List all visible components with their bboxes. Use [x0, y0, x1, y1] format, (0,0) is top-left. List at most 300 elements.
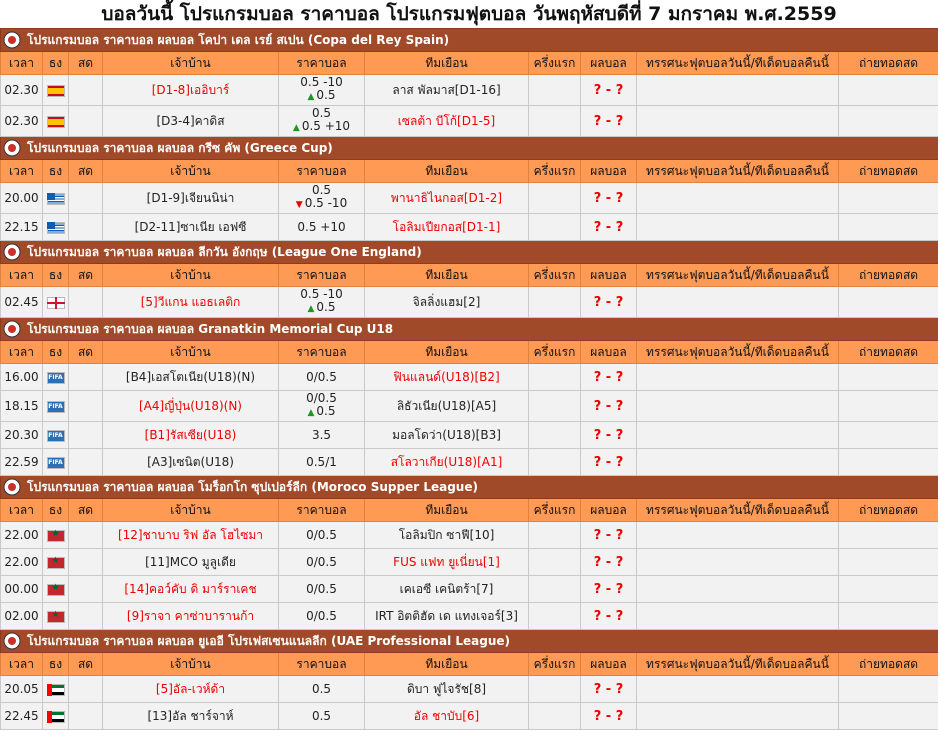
- header-tips: ทรรศนะฟุตบอลวันนี้/ทีเด็ดบอลคืนนี้: [637, 499, 839, 522]
- header-away: ทีมเยือน: [365, 160, 529, 183]
- price-main: 0.5: [311, 708, 332, 723]
- live-cell[interactable]: [69, 449, 103, 476]
- match-time: 02.00: [1, 603, 43, 630]
- price-secondary-value: 0.5 +10: [301, 119, 351, 133]
- match-row[interactable]: [1, 703, 938, 730]
- match-time: 22.00: [1, 522, 43, 549]
- home-team[interactable]: [12]ชาบาบ ริฟ อัล โฮไซมา: [103, 522, 279, 549]
- live-cell[interactable]: [69, 676, 103, 703]
- match-time: 20.30: [1, 422, 43, 449]
- match-time: 22.45: [1, 703, 43, 730]
- home-team[interactable]: [A3]เซนิต(U18): [103, 449, 279, 476]
- away-team[interactable]: ลิธัวเนีย(U18)[A5]: [365, 391, 529, 422]
- broadcast-cell[interactable]: [839, 214, 938, 241]
- match-result[interactable]: ? - ?: [581, 364, 637, 391]
- fifa-flag-icon: FIFA: [47, 372, 65, 384]
- price-main: 3.5: [311, 427, 332, 442]
- header-home: เจ้าบ้าน: [103, 653, 279, 676]
- away-team[interactable]: ลาส พัลมาส[D1-16]: [365, 75, 529, 106]
- home-team[interactable]: [D3-4]คาดิส: [103, 106, 279, 137]
- price-secondary: [281, 301, 362, 316]
- price-secondary: [281, 405, 362, 420]
- en-flag-icon: [47, 297, 65, 309]
- arrow-up-icon: ▲: [307, 304, 315, 314]
- live-cell[interactable]: [69, 422, 103, 449]
- tips-cell[interactable]: [637, 703, 839, 730]
- league-header: [1, 318, 938, 341]
- match-result[interactable]: ? - ?: [581, 549, 637, 576]
- away-team[interactable]: ฟินแลนด์(U18)[B2]: [365, 364, 529, 391]
- price-cell: [279, 676, 365, 703]
- price-main: 0.5 -10: [300, 287, 343, 301]
- spain-crest-icon: [3, 31, 21, 49]
- match-result[interactable]: ? - ?: [581, 287, 637, 318]
- header-price: ราคาบอล: [279, 653, 365, 676]
- match-row[interactable]: [1, 364, 938, 391]
- broadcast-cell[interactable]: [839, 703, 938, 730]
- fifa-flag-icon: FIFA: [47, 457, 65, 469]
- tips-cell[interactable]: [637, 391, 839, 422]
- header-half: ครึ่งแรก: [529, 341, 581, 364]
- header-half: ครึ่งแรก: [529, 52, 581, 75]
- price-secondary: [281, 197, 362, 212]
- price-secondary-value: 0.5: [316, 300, 336, 314]
- league-title-cell: [1, 29, 938, 52]
- page-title: บอลวันนี้ โปรแกรมบอล ราคาบอล โปรแกรมฟุตบอล วันพฤหัสบดีที่ 7 มกราคม พ.ศ.2559: [101, 3, 837, 25]
- ma-flag-icon: [47, 584, 65, 596]
- price-values: [281, 710, 362, 723]
- half-time-cell: [529, 603, 581, 630]
- header-result: ผลบอล: [581, 52, 637, 75]
- header-time: เวลา: [1, 499, 43, 522]
- half-time-cell: [529, 214, 581, 241]
- tips-cell[interactable]: [637, 676, 839, 703]
- match-row[interactable]: [1, 214, 938, 241]
- price-cell: [279, 75, 365, 106]
- match-result[interactable]: ? - ?: [581, 106, 637, 137]
- header-broadcast: ถ่ายทอดสด: [839, 499, 938, 522]
- header-flag: ธง: [43, 160, 69, 183]
- header-price: ราคาบอล: [279, 160, 365, 183]
- column-header-row: [1, 499, 938, 522]
- header-away: ทีมเยือน: [365, 52, 529, 75]
- flag-cell: [43, 183, 69, 214]
- match-row[interactable]: [1, 603, 938, 630]
- header-result: ผลบอล: [581, 264, 637, 287]
- broadcast-cell[interactable]: [839, 449, 938, 476]
- home-team[interactable]: [D1-9]เจียนนิน่า: [103, 183, 279, 214]
- es-flag-icon: [47, 116, 65, 128]
- match-result[interactable]: ? - ?: [581, 214, 637, 241]
- price-main: 0.5: [311, 106, 332, 120]
- match-time: 00.00: [1, 576, 43, 603]
- home-team[interactable]: [5]อัล-เวห์ด้า: [103, 676, 279, 703]
- header-tips: ทรรศนะฟุตบอลวันนี้/ทีเด็ดบอลคืนนี้: [637, 341, 839, 364]
- header-price: ราคาบอล: [279, 52, 365, 75]
- away-team[interactable]: FUS แฟท ยูเนี่ยน[1]: [365, 549, 529, 576]
- greece-cup-icon: [3, 139, 21, 157]
- es-flag-icon: [47, 85, 65, 97]
- match-result[interactable]: ? - ?: [581, 391, 637, 422]
- flag-cell: [43, 703, 69, 730]
- match-result[interactable]: ? - ?: [581, 576, 637, 603]
- league-title-cell: [1, 476, 938, 499]
- match-result[interactable]: ? - ?: [581, 522, 637, 549]
- broadcast-cell[interactable]: [839, 676, 938, 703]
- half-time-cell: [529, 287, 581, 318]
- price-values: [281, 221, 362, 234]
- broadcast-cell[interactable]: [839, 183, 938, 214]
- match-result[interactable]: ? - ?: [581, 449, 637, 476]
- tips-cell[interactable]: [637, 549, 839, 576]
- header-home: เจ้าบ้าน: [103, 341, 279, 364]
- ae-flag-icon: [47, 684, 65, 696]
- match-result[interactable]: ? - ?: [581, 422, 637, 449]
- live-cell[interactable]: [69, 391, 103, 422]
- header-broadcast: ถ่ายทอดสด: [839, 341, 938, 364]
- tips-cell[interactable]: [637, 522, 839, 549]
- header-tips: ทรรศนะฟุตบอลวันนี้/ทีเด็ดบอลคืนนี้: [637, 52, 839, 75]
- tips-cell[interactable]: [637, 183, 839, 214]
- tips-cell[interactable]: [637, 422, 839, 449]
- league-title-cell: [1, 318, 938, 341]
- flag-cell: [43, 449, 69, 476]
- column-header-row: [1, 52, 938, 75]
- price-cell: [279, 364, 365, 391]
- price-secondary: [281, 120, 362, 135]
- arrow-up-icon: ▲: [307, 408, 315, 418]
- broadcast-cell[interactable]: [839, 603, 938, 630]
- price-main: 0/0.5: [306, 369, 337, 384]
- price-cell: [279, 449, 365, 476]
- home-team[interactable]: [11]MCO มูลูเดีย: [103, 549, 279, 576]
- flag-cell: [43, 214, 69, 241]
- live-cell[interactable]: [69, 576, 103, 603]
- header-away: ทีมเยือน: [365, 264, 529, 287]
- price-cell: [279, 422, 365, 449]
- header-half: ครึ่งแรก: [529, 264, 581, 287]
- price-main: 0.5 -10: [300, 75, 343, 89]
- header-result: ผลบอล: [581, 499, 637, 522]
- match-time: 20.05: [1, 676, 43, 703]
- header-away: ทีมเยือน: [365, 653, 529, 676]
- league-name[interactable]: โปรแกรมบอล ราคาบอล ผลบอล โคปา เดล เรย์ สเปน (Copa del Rey Spain): [27, 32, 450, 47]
- price-values: [281, 683, 362, 696]
- header-live: สด: [69, 264, 103, 287]
- price-secondary-value: 0.5 -10: [304, 196, 348, 210]
- flag-cell: [43, 676, 69, 703]
- price-secondary-value: 0.5: [316, 404, 336, 418]
- header-broadcast: ถ่ายทอดสด: [839, 52, 938, 75]
- ma-flag-icon: [47, 557, 65, 569]
- header-home: เจ้าบ้าน: [103, 499, 279, 522]
- price-cell: [279, 183, 365, 214]
- header-flag: ธง: [43, 52, 69, 75]
- home-team[interactable]: [14]คอว์คับ ดิ มาร์ราเคช: [103, 576, 279, 603]
- broadcast-cell[interactable]: [839, 391, 938, 422]
- league-header: [1, 29, 938, 52]
- tips-cell[interactable]: [637, 449, 839, 476]
- price-values: [281, 184, 362, 212]
- price-main: 0/0.5: [306, 527, 337, 542]
- league-name[interactable]: โปรแกรมบอล ราคาบอล ผลบอล Granatkin Memorial Cup U18: [27, 321, 394, 336]
- match-row[interactable]: [1, 75, 938, 106]
- price-values: [281, 76, 362, 104]
- league-name[interactable]: โปรแกรมบอล ราคาบอล ผลบอล โมร็อกโก ซุปเปอร์ลีก (Moroco Supper League): [27, 479, 478, 494]
- arrow-down-icon: ▼: [295, 200, 303, 210]
- price-main: 0/0.5: [306, 581, 337, 596]
- header-broadcast: ถ่ายทอดสด: [839, 264, 938, 287]
- price-values: [281, 392, 362, 420]
- price-cell: [279, 214, 365, 241]
- broadcast-cell[interactable]: [839, 422, 938, 449]
- header-result: ผลบอล: [581, 653, 637, 676]
- header-tips: ทรรศนะฟุตบอลวันนี้/ทีเด็ดบอลคืนนี้: [637, 264, 839, 287]
- match-result[interactable]: ? - ?: [581, 676, 637, 703]
- granatkin-icon: [3, 320, 21, 338]
- arrow-up-icon: ▲: [307, 92, 315, 102]
- match-row[interactable]: [1, 106, 938, 137]
- match-result[interactable]: ? - ?: [581, 183, 637, 214]
- price-cell: [279, 522, 365, 549]
- price-secondary: [281, 89, 362, 104]
- match-time: 20.00: [1, 183, 43, 214]
- price-values: [281, 456, 362, 469]
- uae-league-icon: [3, 632, 21, 650]
- away-team[interactable]: สโลวาเกีย(U18)[A1]: [365, 449, 529, 476]
- header-flag: ธง: [43, 653, 69, 676]
- ma-flag-icon: [47, 530, 65, 542]
- match-time: 16.00: [1, 364, 43, 391]
- home-team[interactable]: [13]อัล ชาร์จาห์: [103, 703, 279, 730]
- home-team[interactable]: [D2-11]ซาเนีย เอฟซี: [103, 214, 279, 241]
- match-row[interactable]: [1, 391, 938, 422]
- flag-cell: [43, 422, 69, 449]
- flag-cell: [43, 576, 69, 603]
- league-header: [1, 241, 938, 264]
- half-time-cell: [529, 391, 581, 422]
- column-header-row: [1, 160, 938, 183]
- price-values: [281, 529, 362, 542]
- home-team[interactable]: [9]ราจา คาซ่าบารานก้า: [103, 603, 279, 630]
- live-cell[interactable]: [69, 183, 103, 214]
- header-time: เวลา: [1, 160, 43, 183]
- live-cell[interactable]: [69, 75, 103, 106]
- away-team[interactable]: มอลโดว่า(U18)[B3]: [365, 422, 529, 449]
- header-broadcast: ถ่ายทอดสด: [839, 653, 938, 676]
- header-live: สด: [69, 341, 103, 364]
- flag-cell: [43, 603, 69, 630]
- broadcast-cell[interactable]: [839, 576, 938, 603]
- header-time: เวลา: [1, 264, 43, 287]
- home-team[interactable]: [B4]เอสโตเนีย(U18)(N): [103, 364, 279, 391]
- broadcast-cell[interactable]: [839, 522, 938, 549]
- header-flag: ธง: [43, 341, 69, 364]
- live-cell[interactable]: [69, 287, 103, 318]
- tips-cell[interactable]: [637, 106, 839, 137]
- match-row[interactable]: [1, 287, 938, 318]
- tips-cell[interactable]: [637, 576, 839, 603]
- price-values: [281, 429, 362, 442]
- price-main: 0.5 +10: [297, 219, 346, 234]
- away-team[interactable]: เซลต้า บีโก้[D1-5]: [365, 106, 529, 137]
- away-team[interactable]: เคเอซี เคนิตร้า[7]: [365, 576, 529, 603]
- flag-cell: [43, 522, 69, 549]
- match-row[interactable]: [1, 422, 938, 449]
- league-name[interactable]: โปรแกรมบอล ราคาบอล ผลบอล ลีกวัน อังกฤษ (League One England): [27, 244, 422, 259]
- header-broadcast: ถ่ายทอดสด: [839, 160, 938, 183]
- tips-cell[interactable]: [637, 364, 839, 391]
- league-name[interactable]: โปรแกรมบอล ราคาบอล ผลบอล ยูเออี โปรเฟสเซนแนลลีก (UAE Professional League): [27, 633, 511, 648]
- tips-cell[interactable]: [637, 287, 839, 318]
- broadcast-cell[interactable]: [839, 364, 938, 391]
- half-time-cell: [529, 549, 581, 576]
- match-result[interactable]: ? - ?: [581, 603, 637, 630]
- match-time: 18.15: [1, 391, 43, 422]
- gr-flag-icon: [47, 193, 65, 205]
- live-cell[interactable]: [69, 603, 103, 630]
- match-time: 02.30: [1, 75, 43, 106]
- header-flag: ธง: [43, 499, 69, 522]
- live-cell[interactable]: [69, 703, 103, 730]
- price-main: 0.5/1: [306, 454, 337, 469]
- header-result: ผลบอล: [581, 341, 637, 364]
- half-time-cell: [529, 364, 581, 391]
- league-header: [1, 137, 938, 160]
- price-main: 0/0.5: [306, 608, 337, 623]
- price-cell: [279, 106, 365, 137]
- league-title-cell: [1, 241, 938, 264]
- broadcast-cell[interactable]: [839, 549, 938, 576]
- live-cell[interactable]: [69, 522, 103, 549]
- match-result[interactable]: ? - ?: [581, 703, 637, 730]
- price-main: 0/0.5: [306, 554, 337, 569]
- price-cell: [279, 391, 365, 422]
- column-header-row: [1, 264, 938, 287]
- half-time-cell: [529, 676, 581, 703]
- header-tips: ทรรศนะฟุตบอลวันนี้/ทีเด็ดบอลคืนนี้: [637, 160, 839, 183]
- away-team[interactable]: ดิบา ฟูไจรัช[8]: [365, 676, 529, 703]
- flag-cell: [43, 75, 69, 106]
- match-row[interactable]: [1, 549, 938, 576]
- flag-cell: [43, 391, 69, 422]
- price-cell: [279, 703, 365, 730]
- header-price: ราคาบอล: [279, 264, 365, 287]
- half-time-cell: [529, 449, 581, 476]
- ma-flag-icon: [47, 611, 65, 623]
- match-row[interactable]: [1, 576, 938, 603]
- half-time-cell: [529, 522, 581, 549]
- price-values: [281, 556, 362, 569]
- price-values: [281, 288, 362, 316]
- morocco-crest-icon: [3, 478, 21, 496]
- broadcast-cell[interactable]: [839, 75, 938, 106]
- league-one-icon: [3, 243, 21, 261]
- league-name[interactable]: โปรแกรมบอล ราคาบอล ผลบอล กรีซ คัพ (Greece Cup): [27, 140, 333, 155]
- header-live: สด: [69, 653, 103, 676]
- away-team[interactable]: โอลิมเปียกอส[D1-1]: [365, 214, 529, 241]
- half-time-cell: [529, 703, 581, 730]
- header-home: เจ้าบ้าน: [103, 264, 279, 287]
- header-away: ทีมเยือน: [365, 341, 529, 364]
- match-row[interactable]: [1, 449, 938, 476]
- match-row[interactable]: [1, 522, 938, 549]
- tips-cell[interactable]: [637, 75, 839, 106]
- league-title-cell: [1, 630, 938, 653]
- broadcast-cell[interactable]: [839, 287, 938, 318]
- match-result[interactable]: ? - ?: [581, 75, 637, 106]
- tips-cell[interactable]: [637, 214, 839, 241]
- header-flag: ธง: [43, 264, 69, 287]
- header-away: ทีมเยือน: [365, 499, 529, 522]
- broadcast-cell[interactable]: [839, 106, 938, 137]
- header-home: เจ้าบ้าน: [103, 160, 279, 183]
- home-team[interactable]: [D1-8]เออิบาร์: [103, 75, 279, 106]
- header-tips: ทรรศนะฟุตบอลวันนี้/ทีเด็ดบอลคืนนี้: [637, 653, 839, 676]
- header-price: ราคาบอล: [279, 341, 365, 364]
- away-team[interactable]: จิลลิ่งแฮม[2]: [365, 287, 529, 318]
- price-secondary-value: 0.5: [316, 88, 336, 102]
- header-result: ผลบอล: [581, 160, 637, 183]
- tips-cell[interactable]: [637, 603, 839, 630]
- live-cell[interactable]: [69, 549, 103, 576]
- half-time-cell: [529, 75, 581, 106]
- away-team[interactable]: IRT อิตติฮัด เด แทงเจอร์[3]: [365, 603, 529, 630]
- match-row[interactable]: [1, 183, 938, 214]
- away-team[interactable]: อัล ชาบับ[6]: [365, 703, 529, 730]
- away-team[interactable]: พานาธิไนกอส[D1-2]: [365, 183, 529, 214]
- league-header: [1, 476, 938, 499]
- league-header: [1, 630, 938, 653]
- flag-cell: [43, 106, 69, 137]
- live-cell[interactable]: [69, 214, 103, 241]
- header-time: เวลา: [1, 653, 43, 676]
- ae-flag-icon: [47, 711, 65, 723]
- match-row[interactable]: [1, 676, 938, 703]
- home-team[interactable]: [B1]รัสเซีย(U18): [103, 422, 279, 449]
- fifa-flag-icon: FIFA: [47, 430, 65, 442]
- half-time-cell: [529, 183, 581, 214]
- live-cell[interactable]: [69, 106, 103, 137]
- price-cell: [279, 576, 365, 603]
- price-values: [281, 610, 362, 623]
- price-main: 0/0.5: [306, 391, 337, 405]
- header-half: ครึ่งแรก: [529, 653, 581, 676]
- price-values: [281, 371, 362, 384]
- half-time-cell: [529, 422, 581, 449]
- flag-cell: [43, 287, 69, 318]
- away-team[interactable]: โอลิมปิก ซาฟี[10]: [365, 522, 529, 549]
- home-team[interactable]: [5]วีแกน แอธเลติก: [103, 287, 279, 318]
- header-price: ราคาบอล: [279, 499, 365, 522]
- home-team[interactable]: [A4]ญี่ปุ่น(U18)(N): [103, 391, 279, 422]
- header-half: ครึ่งแรก: [529, 499, 581, 522]
- match-time: 22.15: [1, 214, 43, 241]
- fifa-flag-icon: FIFA: [47, 401, 65, 413]
- price-values: [281, 583, 362, 596]
- league-title-cell: [1, 137, 938, 160]
- header-live: สด: [69, 499, 103, 522]
- fixtures-table: [0, 28, 938, 730]
- live-cell[interactable]: [69, 364, 103, 391]
- arrow-up-icon: ▲: [292, 123, 300, 133]
- price-cell: [279, 603, 365, 630]
- header-time: เวลา: [1, 52, 43, 75]
- gr-flag-icon: [47, 222, 65, 234]
- half-time-cell: [529, 106, 581, 137]
- column-header-row: [1, 653, 938, 676]
- price-main: 0.5: [311, 681, 332, 696]
